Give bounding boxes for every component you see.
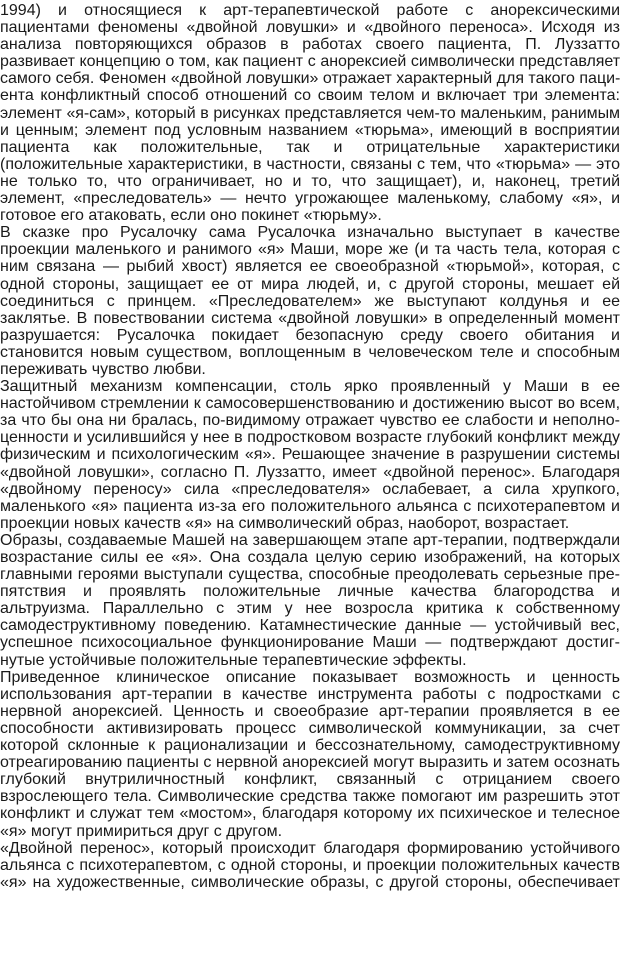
text-line: физическим и психологическим «я». Решающее значение в разрушении системы <box>0 446 620 464</box>
text-line: пятствия и проявлять положительные личные качества благородства и <box>0 583 620 601</box>
text-line: главными героями выступали существа, способные преодолевать серьезные пре- <box>0 566 620 584</box>
text-line: разрушается: Русалочка покидает безопасную среду своего обитания и <box>0 326 620 344</box>
text-line: не только то, что ограничивает, но и то, что защищает), и, наконец, третий <box>0 172 620 190</box>
text-line: успешное психосоциальное функционирование Маши — подтверждают достиг- <box>0 634 620 652</box>
text-line: соединиться с принцем. «Преследователем» же выступают колдунья и ее <box>0 292 620 310</box>
text-line: элемент «я-сам», который в рисунках представляется чем-то маленьким, ранимым <box>0 104 620 122</box>
paragraph <box>0 669 620 840</box>
text-line: становится новым существом, воплощенным в человеческом теле и способным <box>0 343 620 361</box>
paragraph <box>0 840 620 891</box>
text-line: В сказке про Русалочку сама Русалочка изначально выступает в качестве <box>0 224 620 242</box>
text-line: которой склонные к рационализации и бессознательному, самодеструктивному <box>0 737 620 755</box>
body-text <box>0 2 620 891</box>
text-line: взрослеющего тела. Символические средства также помогают им разрешить этот <box>0 788 620 806</box>
text-line: Защитный механизм компенсации, столь ярко проявленный у Маши в ее <box>0 378 620 396</box>
text-line: «я» могут примириться друг с другом. <box>0 822 283 840</box>
paragraph <box>0 224 620 378</box>
text-line: 1994) и относящиеся к арт-терапевтической работе с анорексическими <box>0 2 620 19</box>
text-line: самого себя. Феномен «двойной ловушки» отражает характерный для такого паци- <box>0 70 620 88</box>
text-line: анализа повторяющихся образов в работах своего пациента, П. Луззатто <box>0 36 620 54</box>
text-line: нутые устойчивые положительные терапевтические эффекты. <box>0 651 467 669</box>
text-line: использования арт-терапии в качестве инструмента работы с подростками с <box>0 685 620 703</box>
text-line: проекции новых качеств «я» на символический образ, наоборот, возрастает. <box>0 514 570 532</box>
text-line: «Двойной перенос», который происходит благодаря формированию устойчивого <box>0 839 620 857</box>
text-line: глубокий внутриличностный конфликт, связанный с отрицанием своего <box>0 771 620 789</box>
text-line: альянса с психотерапевтом, с одной стороны, и проекции положительных качеств <box>0 856 620 874</box>
text-line: «я» на художественные, символические образы, с другой стороны, обеспечивает <box>0 873 620 891</box>
text-line: нервной анорексией. Ценность и своеобразие арт-терапии проявляется в ее <box>0 702 620 720</box>
paragraph <box>0 378 620 532</box>
text-line: конфликт и служат тем «мостом», благодаря которому их психическое и телесное <box>0 805 620 823</box>
text-line: одной стороны, защищает ее от мира людей, и, с другой стороны, мешает ей <box>0 275 620 293</box>
text-line: ента конфликтный способ отношений со своим телом и включает три элемента: <box>0 87 620 105</box>
text-line: способности активизировать процесс символической коммуникации, за счет <box>0 719 620 737</box>
text-line: возрастание силы ее «я». Она создала целую серию изображений, на которых <box>0 549 620 566</box>
paragraph <box>0 2 620 224</box>
text-line: настойчивом стремлении к самосовершенствованию и достижению высот во всем, <box>0 395 620 413</box>
text-line: (положительные характеристики, в частности, связаны с тем, что «тюрьма» — это <box>0 155 620 173</box>
text-line: Приведенное клиническое описание показывает возможность и ценность <box>0 668 620 686</box>
text-line: пациента как положительные, так и отрицательные характеристики <box>0 138 620 156</box>
text-line: ним связана — рыбий хвост) является ее своеобразной «тюрьмой», которая, с <box>0 258 620 276</box>
text-line: «двойной ловушки», согласно П. Луззатто, имеет «двойной перенос». Благодаря <box>0 463 620 481</box>
text-line: пациентами феномены «двойной ловушки» и «двойного переноса». Исходя из <box>0 19 620 37</box>
paragraph <box>0 532 620 669</box>
text-line: ценности и усилившийся у нее в подростковом возрасте глубокий конфликт между <box>0 429 620 447</box>
text-line: «двойному переносу» сила «преследователя» ослабевает, а сила хрупкого, <box>0 480 620 498</box>
text-line: переживать чувство любви. <box>0 360 206 378</box>
text-line: развивает концепцию о том, как пациент с анорексией символически представляет <box>0 53 620 71</box>
text-line: Образы, создаваемые Машей на завершающем этапе арт-терапии, подтверждали <box>0 531 620 549</box>
text-line: заклятье. В повествовании система «двойной ловушки» в определенный момент <box>0 309 620 327</box>
text-line: проекции маленького и ранимого «я» Маши, море же (и та часть тела, которая с <box>0 241 620 259</box>
text-line: готовое его атаковать, если оно покинет «тюрьму». <box>0 207 382 225</box>
text-line: за что бы она ни бралась, по-видимому отражает чувство ее слабости и неполно- <box>0 412 620 430</box>
text-line: альтруизма. Параллельно с этим у нее возросла критика к собственному <box>0 600 620 618</box>
text-line: маленького «я» пациента из-за его положительного альянса с психотерапевтом и <box>0 497 620 515</box>
text-line: отреагированию пациенты с нервной анорексией могут выразить и затем осознать <box>0 754 620 772</box>
text-line: самодеструктивному поведению. Катамнестические данные — устойчивый вес, <box>0 617 620 635</box>
text-line: и ценным; элемент под условным названием «тюрьма», имеющий в восприятии <box>0 121 620 139</box>
text-line: элемент, «преследователь» — нечто угрожающее маленькому, слабому «я», и <box>0 190 620 208</box>
